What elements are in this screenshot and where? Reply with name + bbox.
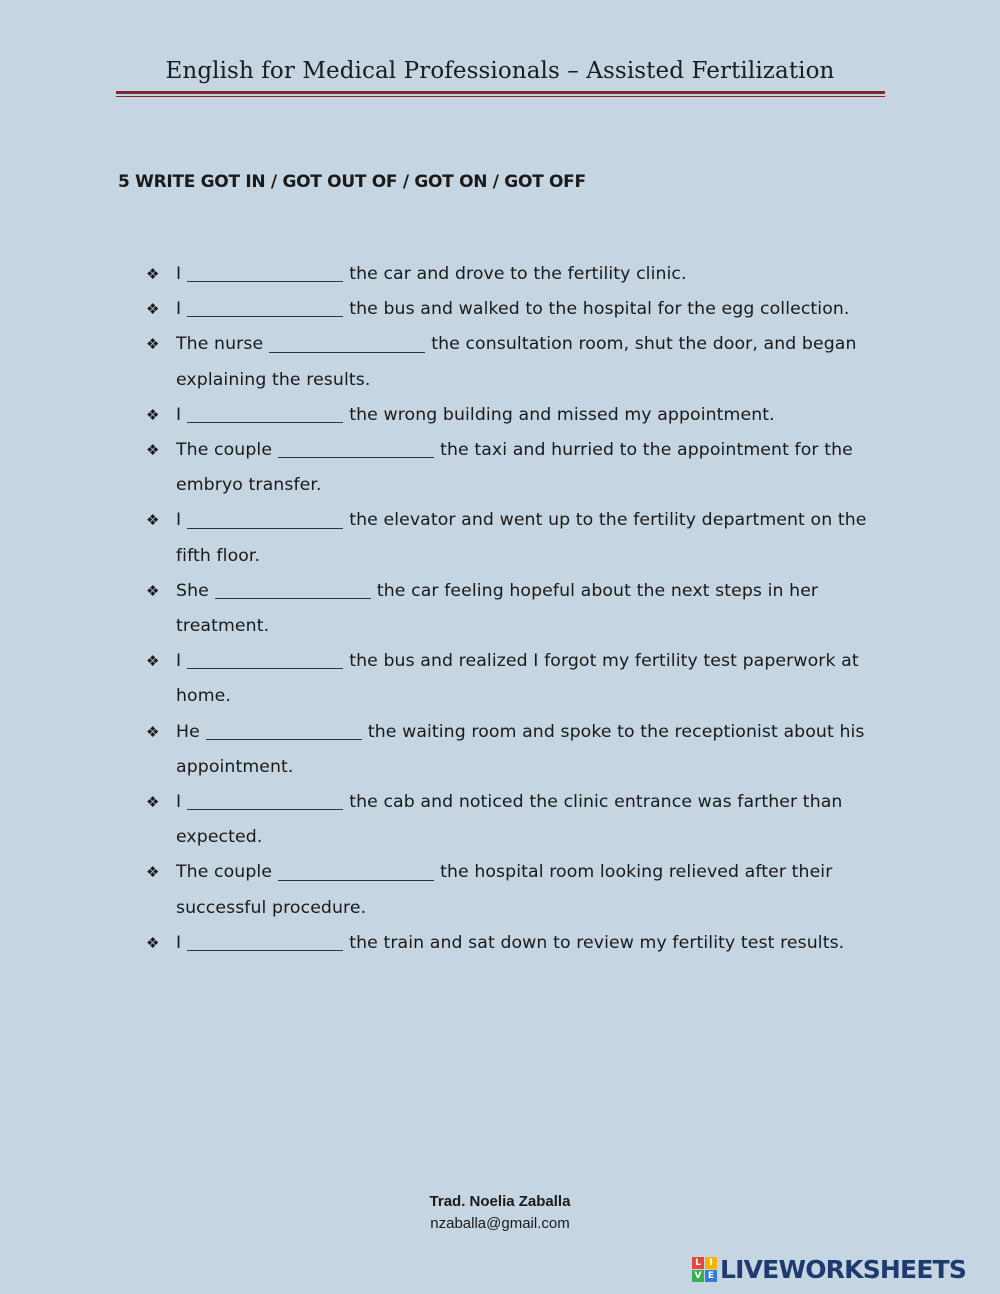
answer-blank[interactable] bbox=[278, 433, 434, 468]
logo-letter: V bbox=[692, 1270, 704, 1282]
header-rule-thin bbox=[116, 96, 885, 97]
exercise-item bbox=[146, 503, 906, 573]
sentence-start: He bbox=[176, 721, 200, 742]
sentence-end: the car feeling hopeful about the next steps in her treatment. bbox=[176, 580, 819, 637]
sentence-end: the cab and noticed the clinic entrance was farther than expected. bbox=[176, 792, 843, 848]
diamond-bullet-icon: ❖ bbox=[146, 581, 160, 600]
sentence-end: the bus and walked to the hospital for the egg collection. bbox=[349, 299, 850, 320]
diamond-bullet-icon: ❖ bbox=[146, 793, 160, 812]
sentence-start: I bbox=[176, 932, 182, 953]
exercise-heading: 5 WRITE GOT IN / GOT OUT OF / GOT ON / GOT OFF bbox=[118, 172, 586, 192]
logo-letter: E bbox=[705, 1270, 717, 1282]
answer-blank[interactable] bbox=[187, 644, 343, 679]
answer-blank[interactable] bbox=[187, 785, 343, 820]
diamond-bullet-icon: ❖ bbox=[146, 511, 160, 530]
sentence-end: the hospital room looking relieved after their successful procedure. bbox=[176, 862, 833, 918]
exercise-item bbox=[146, 327, 906, 397]
answer-blank[interactable] bbox=[206, 715, 362, 750]
answer-blank[interactable] bbox=[187, 926, 343, 961]
exercise-item bbox=[146, 257, 906, 292]
sentence-start: She bbox=[176, 580, 209, 601]
header-rule bbox=[116, 91, 885, 94]
sentence-end: the car and drove to the fertility clinic. bbox=[349, 264, 687, 284]
sentence-start: I bbox=[176, 792, 182, 813]
sentence-start: I bbox=[176, 404, 182, 425]
sentence-end: the wrong building and missed my appointment. bbox=[349, 404, 775, 425]
diamond-bullet-icon: ❖ bbox=[146, 863, 160, 882]
diamond-bullet-icon: ❖ bbox=[146, 722, 160, 741]
liveworksheets-logo-icon bbox=[692, 1257, 717, 1282]
sentence-end: the elevator and went up to the fertility department on the fifth floor. bbox=[176, 510, 867, 566]
exercise-item bbox=[146, 398, 906, 433]
diamond-bullet-icon: ❖ bbox=[146, 405, 160, 424]
exercise-item bbox=[146, 785, 906, 855]
liveworksheets-brand bbox=[692, 1254, 966, 1284]
diamond-bullet-icon: ❖ bbox=[146, 933, 160, 952]
exercise-item bbox=[146, 292, 906, 327]
sentence-end: the consultation room, shut the door, and began explaining the results. bbox=[176, 334, 857, 390]
sentence-start: I bbox=[176, 510, 182, 531]
document-title: English for Medical Professionals – Assisted Fertilization bbox=[165, 58, 835, 84]
brand-text: LIVEWORKSHEETS bbox=[720, 1254, 967, 1284]
sentence-start: The couple bbox=[176, 862, 273, 883]
logo-letter: I bbox=[705, 1257, 717, 1269]
exercise-list bbox=[146, 257, 906, 961]
exercise-item bbox=[146, 644, 906, 714]
sentence-end: the bus and realized I forgot my fertility test paperwork at home. bbox=[176, 651, 859, 707]
sentence-end: the taxi and hurried to the appointment for the embryo transfer. bbox=[176, 440, 853, 496]
answer-blank[interactable] bbox=[215, 574, 371, 609]
sentence-end: the waiting room and spoke to the receptionist about his appointment. bbox=[176, 721, 865, 777]
diamond-bullet-icon: ❖ bbox=[146, 652, 160, 671]
sentence-start: The couple bbox=[176, 440, 273, 461]
sentence-start: The nurse bbox=[176, 334, 264, 355]
exercise-item bbox=[146, 855, 906, 925]
exercise-item bbox=[146, 574, 906, 644]
diamond-bullet-icon: ❖ bbox=[146, 300, 160, 319]
answer-blank[interactable] bbox=[187, 503, 343, 538]
diamond-bullet-icon: ❖ bbox=[146, 265, 160, 283]
answer-blank[interactable] bbox=[278, 855, 434, 890]
author-name: Trad. Noelia Zaballa bbox=[429, 1193, 571, 1210]
sentence-end: the train and sat down to review my fertility test results. bbox=[349, 932, 845, 953]
logo-letter: L bbox=[692, 1257, 704, 1269]
answer-blank[interactable] bbox=[187, 398, 343, 433]
diamond-bullet-icon: ❖ bbox=[146, 335, 160, 354]
author-email: nzaballa@gmail.com bbox=[430, 1215, 570, 1232]
answer-blank[interactable] bbox=[187, 292, 343, 327]
exercise-item bbox=[146, 926, 906, 961]
exercise-item bbox=[146, 715, 906, 785]
sentence-start: I bbox=[176, 264, 182, 284]
exercise-item bbox=[146, 433, 906, 503]
sentence-start: I bbox=[176, 299, 182, 320]
answer-blank[interactable] bbox=[187, 257, 343, 292]
answer-blank[interactable] bbox=[269, 327, 425, 362]
sentence-start: I bbox=[176, 651, 182, 672]
diamond-bullet-icon: ❖ bbox=[146, 441, 160, 460]
